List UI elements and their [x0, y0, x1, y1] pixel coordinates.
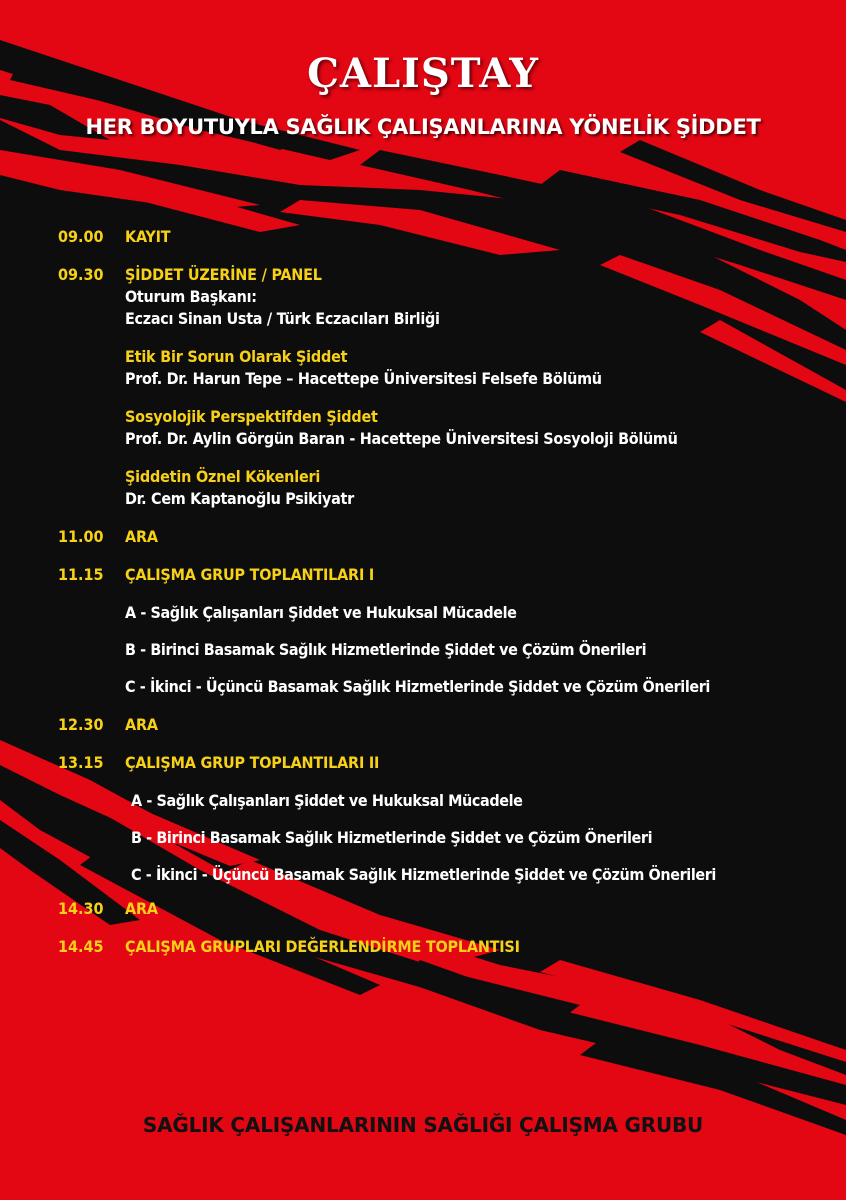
schedule-item-ara-3	[58, 898, 818, 920]
schedule-time: 14.30	[58, 899, 104, 918]
schedule-title: ARA	[125, 527, 158, 546]
program-schedule	[58, 226, 818, 958]
schedule-title: ÇALIŞMA GRUP TOPLANTILARI I	[125, 565, 375, 584]
schedule-time: 09.30	[58, 265, 104, 284]
page-subtitle: HER BOYUTUYLA SAĞLIK ÇALIŞANLARINA YÖNELİK ŞİDDET	[85, 115, 761, 139]
schedule-time: 14.45	[58, 937, 104, 956]
schedule-time: 12.30	[58, 715, 104, 734]
schedule-title: ARA	[125, 899, 158, 918]
schedule-item-ara-2	[58, 714, 818, 736]
schedule-time: 11.15	[58, 565, 104, 584]
schedule-item-panel	[58, 264, 818, 510]
schedule-title: ÇALIŞMA GRUP TOPLANTILARI II	[125, 753, 380, 772]
group-item: C - İkinci - Üçüncü Basamak Sağlık Hizmetlerinde Şiddet ve Çözüm Önerileri	[125, 677, 710, 696]
talk-title: Etik Bir Sorun Olarak Şiddet	[125, 347, 348, 366]
schedule-title: ARA	[125, 715, 158, 734]
talk-speaker: Prof. Dr. Aylin Görgün Baran - Hacettepe Üniversitesi Sosyoloji Bölümü	[125, 429, 678, 448]
schedule-time: 09.00	[58, 227, 104, 246]
talk-title: Sosyolojik Perspektifden Şiddet	[125, 407, 378, 426]
group-item: C - İkinci - Üçüncü Basamak Sağlık Hizmetlerinde Şiddet ve Çözüm Önerileri	[131, 865, 716, 884]
schedule-title: KAYIT	[125, 227, 171, 246]
schedule-item-ara-1	[58, 526, 818, 548]
organizer-footer: SAĞLIK ÇALIŞANLARININ SAĞLIĞI ÇALIŞMA GRUBU	[142, 1113, 704, 1137]
group-item: B - Birinci Basamak Sağlık Hizmetlerinde Şiddet ve Çözüm Önerileri	[131, 828, 653, 847]
group-item: B - Birinci Basamak Sağlık Hizmetlerinde Şiddet ve Çözüm Önerileri	[125, 640, 647, 659]
schedule-item-degerlendirme	[58, 936, 818, 958]
schedule-time: 13.15	[58, 753, 104, 772]
talk-title: Şiddetin Öznel Kökenleri	[125, 467, 321, 486]
page-title: ÇALIŞTAY	[307, 50, 539, 97]
talk-speaker: Prof. Dr. Harun Tepe – Hacettepe Üniversitesi Felsefe Bölümü	[125, 369, 602, 388]
schedule-item-grup-1	[58, 564, 818, 698]
talk-speaker: Dr. Cem Kaptanoğlu Psikiyatr	[125, 489, 354, 508]
chair-label: Oturum Başkanı:	[125, 287, 257, 306]
chair-name: Eczacı Sinan Usta / Türk Eczacıları Birliği	[125, 309, 440, 328]
schedule-time: 11.00	[58, 527, 104, 546]
schedule-item-grup-2	[58, 752, 818, 886]
schedule-title: ŞİDDET ÜZERİNE / PANEL	[125, 265, 322, 284]
group-item: A - Sağlık Çalışanları Şiddet ve Hukuksal Mücadele	[125, 603, 517, 622]
schedule-title: ÇALIŞMA GRUPLARI DEĞERLENDİRME TOPLANTISI	[125, 937, 520, 956]
group-item: A - Sağlık Çalışanları Şiddet ve Hukuksal Mücadele	[131, 791, 523, 810]
schedule-item-kayit	[58, 226, 818, 248]
